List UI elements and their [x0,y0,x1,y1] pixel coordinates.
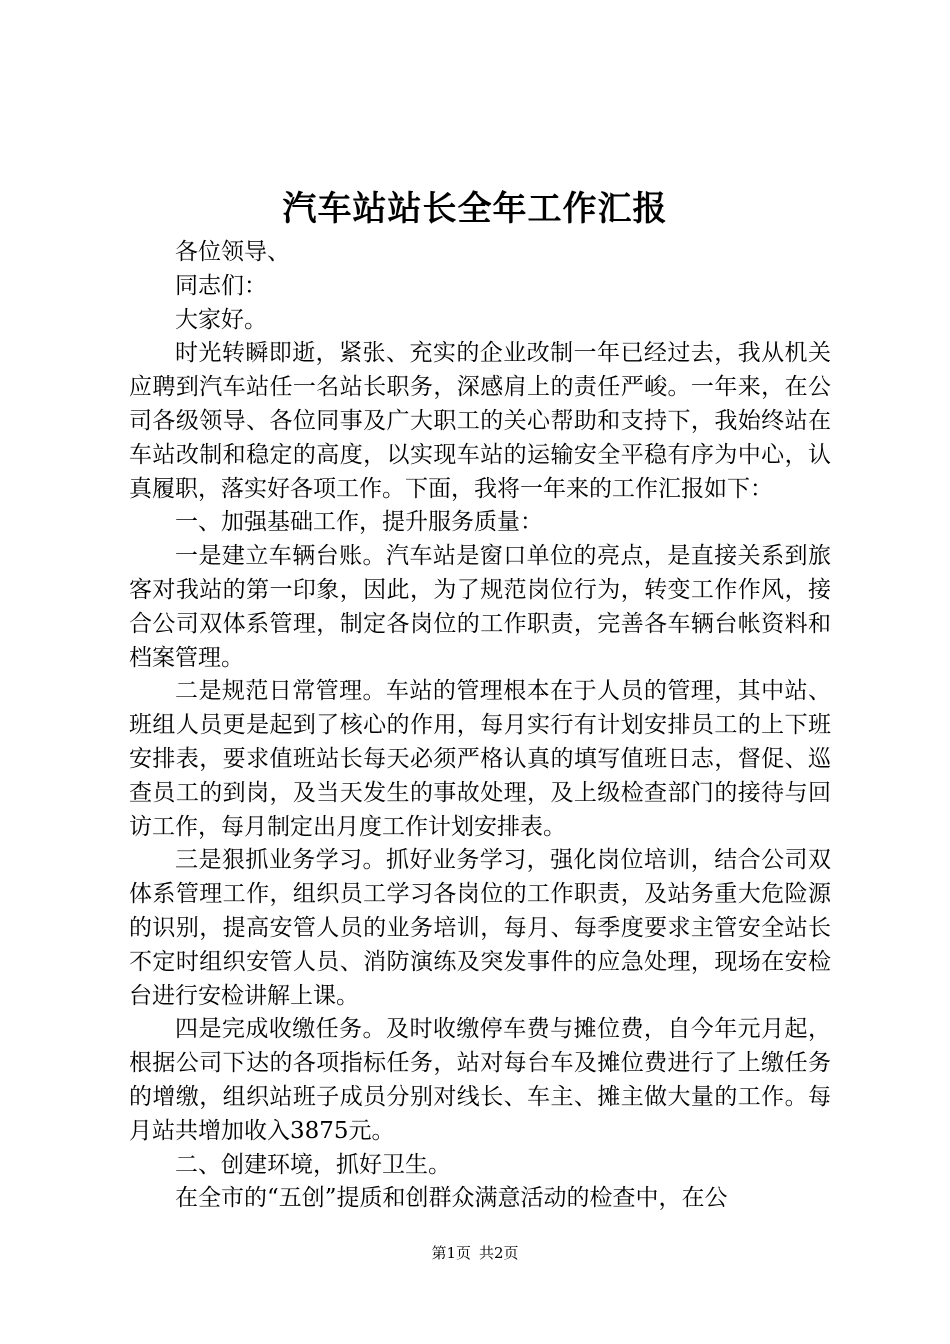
page-number: 第1页 [431,1244,471,1262]
greeting: 大家好。 [175,306,267,333]
section-2-paragraph: 在全市的“五创”提质和创群众满意活动的检查中，在公 [175,1185,728,1212]
item-paragraph-3: 三是狠抓业务学习。抓好业务学习，强化岗位培训，结合公司双体系管理工作，组织员工学习各岗位的工作职责，及站务重大危险源的识别，提高安管人员的业务培训，每月、每季度要求主管安全站长不定时组织安管人员、消防演练及突发事件的应急处理，现场在安检台进行安检讲解上课。 [129,847,831,1009]
section-heading-1: 一、加强基础工作，提升服务质量： [175,509,543,536]
intro-paragraph: 时光转瞬即逝，紧张、充实的企业改制一年已经过去，我从机关应聘到汽车站任一名站长职务，深感肩上的责任严峻。一年来，在公司各级领导、各位同事及广大职工的关心帮助和支持下，我始终站在车站改制和稳定的高度，以实现车站的运输安全平稳有序为中心，认真履职，落实好各项工作。下面，我将一年来的工作汇报如下： [129,340,831,502]
document-title: 汽车站站长全年工作汇报 [282,189,668,229]
salutation-line-1: 各位领导、 [175,239,290,265]
item-paragraph-4: 四是完成收缴任务。及时收缴停车费与摊位费，自今年元月起，根据公司下达的各项指标任务，站对每台车及摊位费进行了上缴任务的增缴，组织站班子成员分别对线长、车主、摊主做大量的工作。每月站共增加收入3875元。 [129,1016,831,1144]
item-paragraph-2: 二是规范日常管理。车站的管理根本在于人员的管理，其中站、班组人员更是起到了核心的作用，每月实行有计划安排员工的上下班安排表，要求值班站长每天必须严格认真的填写值班日志，督促、巡查员工的到岗，及当天发生的事故处理，及上级检查部门的接待与回访工作，每月制定出月度工作计划安排表。 [129,678,831,840]
section-heading-2: 二、创建环境，抓好卫生。 [175,1151,451,1178]
page-total: 共2页 [479,1244,519,1262]
item-paragraph-1: 一是建立车辆台账。汽车站是窗口单位的亮点，是直接关系到旅客对我站的第一印象，因此，为了规范岗位行为，转变工作作风，接合公司双体系管理，制定各岗位的工作职责，完善各车辆台帐资料和档案管理。 [129,543,831,671]
page-footer [0,1243,950,1263]
document-body [129,236,831,1216]
salutation-line-2: 同志们： [175,272,267,299]
